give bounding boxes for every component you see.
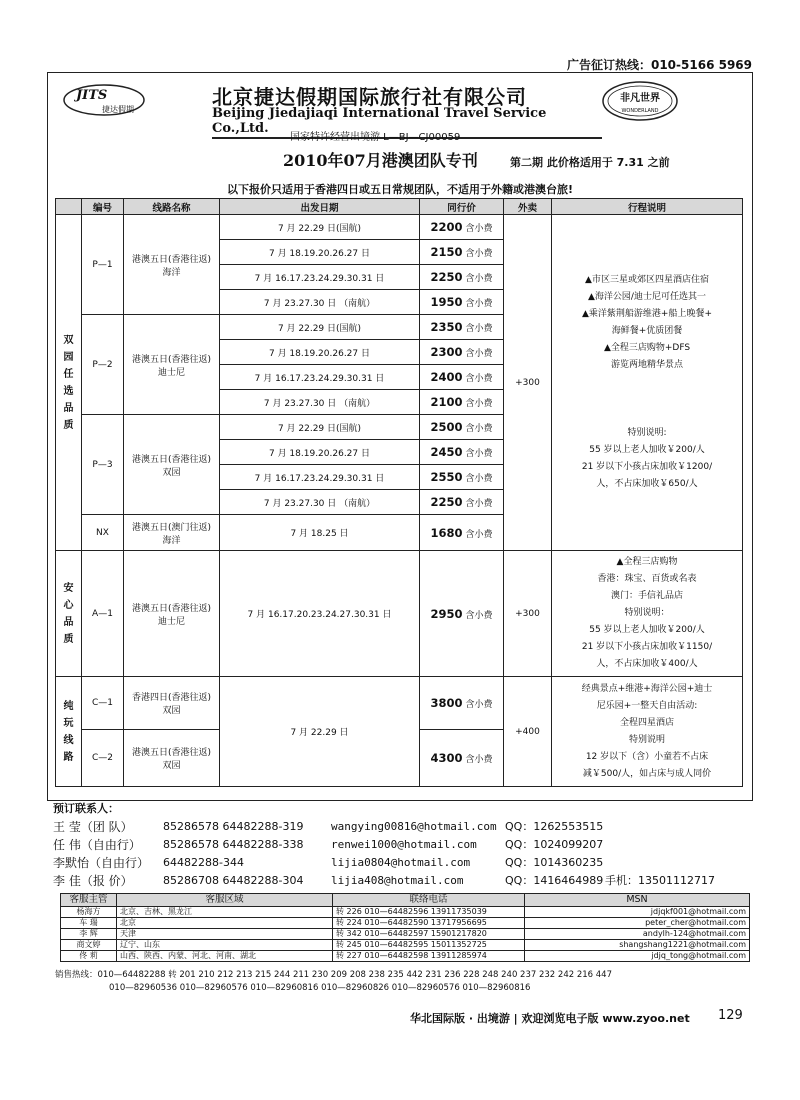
service-name: 商文婷 bbox=[61, 940, 117, 951]
contact-qq: QQ：1416464989 bbox=[505, 874, 604, 887]
route-code: A—1 bbox=[82, 551, 124, 677]
route-code: P—3 bbox=[82, 415, 124, 515]
header-price: 同行价 bbox=[420, 199, 504, 215]
itinerary-line: 香港：珠宝、百货或名表 bbox=[597, 574, 697, 584]
sales-line-1: 销售热线：010—64482288 转 201 210 212 213 215 244 211 230 209 208 238 235 442 231 236 228 248 240 237 232 242 216 447 bbox=[55, 970, 612, 980]
route-name: 港澳五日(香港往返) 迪士尼 bbox=[124, 551, 220, 677]
departure-date: 7 月 16.17.23.24.29.30.31 日 bbox=[220, 265, 420, 290]
contact-email[interactable]: wangying00816@hotmail.com bbox=[331, 820, 497, 833]
service-msn: andylh-124@hotmail.com bbox=[525, 929, 750, 940]
itinerary-line: 21 岁以下小孩占床加收￥1150/ bbox=[581, 642, 713, 652]
price-cell: 1950 含小费 bbox=[420, 290, 504, 315]
contact-tel: 85286578 64482288-319 bbox=[163, 820, 304, 833]
itinerary-line: 12 岁以下（含）小童若不占床 bbox=[585, 751, 709, 762]
contact-qq: QQ：1024099207 bbox=[505, 838, 604, 851]
departure-date: 7 月 18.19.20.26.27 日 bbox=[220, 340, 420, 365]
itinerary-line: 人，不占床加收￥650/人 bbox=[596, 479, 698, 489]
service-row bbox=[61, 940, 750, 951]
ad-hotline: 广告征订热线：010-5166 5969 bbox=[566, 58, 752, 72]
service-phone: 转 245 010—64482595 15011352725 bbox=[333, 940, 525, 951]
table-row bbox=[56, 551, 743, 677]
price-cell: 2350 含小费 bbox=[420, 315, 504, 340]
itinerary-line: 特别说明 bbox=[628, 734, 665, 745]
itinerary-line: 人，不占床加收￥400/人 bbox=[596, 659, 698, 669]
itinerary-line: 经典景点+维港+海洋公园+迪士 bbox=[581, 683, 713, 694]
route-name: 港澳五日(香港往返) 双园 bbox=[124, 730, 220, 787]
contact-row bbox=[53, 836, 753, 854]
header-itinerary: 行程说明 bbox=[552, 199, 743, 215]
contact-email[interactable]: renwei1000@hotmail.com bbox=[331, 838, 477, 851]
departure-date: 7 月 18.25 日 bbox=[220, 515, 420, 551]
route-code: NX bbox=[82, 515, 124, 551]
price-cell: 2500 含小费 bbox=[420, 415, 504, 440]
svg-text:WONDERLAND: WONDERLAND bbox=[621, 108, 659, 114]
service-row bbox=[61, 951, 750, 962]
itinerary-line: 全程四星酒店 bbox=[619, 717, 674, 728]
contact-mobile: 手机：13501112717 bbox=[605, 874, 715, 887]
route-code: P—2 bbox=[82, 315, 124, 415]
itinerary-line: 游览两地精华景点 bbox=[610, 360, 683, 370]
header-extra: 外卖 bbox=[504, 199, 552, 215]
service-area: 北京、吉林、黑龙江 bbox=[117, 907, 333, 918]
itinerary-line: ▲乘洋紫荆船游维港+船上晚餐+ bbox=[581, 309, 712, 319]
service-msn: jdjq_tong@hotmail.com bbox=[525, 951, 750, 962]
category-label: 纯玩线路 bbox=[56, 677, 82, 787]
itinerary-line: ▲全程三店购物+DFS bbox=[603, 343, 691, 353]
itinerary-line: 特别说明: bbox=[627, 428, 667, 438]
price-cell: 2150 含小费 bbox=[420, 240, 504, 265]
price-notice: 以下报价只适用于香港四日或五日常规团队，不适用于外籍或港澳台旅! bbox=[226, 183, 573, 196]
contact-tel: 64482288-344 bbox=[163, 856, 244, 869]
contact-name: 李默怡（自由行） bbox=[53, 856, 150, 870]
departure-date: 7 月 16.17.23.24.29.30.31 日 bbox=[220, 365, 420, 390]
header-route: 线路名称 bbox=[124, 199, 220, 215]
service-phone: 转 342 010—64482597 15901217820 bbox=[333, 929, 525, 940]
svg-text:捷达假期: 捷达假期 bbox=[102, 105, 134, 114]
route-name: 港澳五日(香港往返) 迪士尼 bbox=[124, 315, 220, 415]
itinerary-line: ▲市区三星或郊区四星酒店住宿 bbox=[585, 275, 709, 285]
service-row bbox=[61, 929, 750, 940]
service-area: 天津 bbox=[117, 929, 333, 940]
wonderland-logo bbox=[600, 79, 680, 123]
service-area: 辽宁、山东 bbox=[117, 940, 333, 951]
route-name: 香港四日(香港往返) 双园 bbox=[124, 677, 220, 730]
table-row bbox=[56, 677, 743, 730]
itinerary-line bbox=[554, 408, 740, 425]
price-cell: 2450 含小费 bbox=[420, 440, 504, 465]
price-cell: 2250 含小费 bbox=[420, 490, 504, 515]
company-name-en: Beijing Jiedajiaqi International Travel Service Co.,Ltd. bbox=[212, 106, 602, 139]
service-phone: 转 226 010—64482596 13911735039 bbox=[333, 907, 525, 918]
itinerary-line: 21 岁以下小孩占床加收￥1200/ bbox=[581, 462, 713, 472]
service-row bbox=[61, 918, 750, 929]
price-cell: 2200 含小费 bbox=[420, 215, 504, 240]
contact-email[interactable]: lijia408@hotmail.com bbox=[331, 874, 464, 887]
itinerary-notes bbox=[552, 215, 743, 551]
departure-date: 7 月 22.29 日 bbox=[220, 677, 420, 787]
price-cell: 4300 含小费 bbox=[420, 730, 504, 787]
itinerary-line bbox=[554, 374, 740, 391]
itinerary-line: 减￥500/人，如占床与成人同价 bbox=[582, 768, 712, 779]
itinerary-line: ▲全程三店购物 bbox=[616, 557, 678, 567]
contact-row bbox=[53, 872, 753, 890]
issue-title: 2010年07月港澳团队专刊 bbox=[283, 151, 478, 170]
service-name: 李 辉 bbox=[61, 929, 117, 940]
route-name: 港澳五日(香港往返) 双园 bbox=[124, 415, 220, 515]
departure-date: 7 月 23.27.30 日 （南航） bbox=[220, 290, 420, 315]
departure-date: 7 月 18.19.20.26.27 日 bbox=[220, 240, 420, 265]
contact-name: 李 佳（报 价） bbox=[53, 874, 133, 888]
price-cell: 2300 含小费 bbox=[420, 340, 504, 365]
booking-contacts bbox=[53, 800, 753, 890]
sales-hotline bbox=[55, 969, 612, 995]
service-area: 山西、陕西、内蒙、河北、河南、湖北 bbox=[117, 951, 333, 962]
service-msn: peter_cher@hotmail.com bbox=[525, 918, 750, 929]
service-header-phone: 联络电话 bbox=[333, 894, 525, 907]
route-code: C—2 bbox=[82, 730, 124, 787]
license-number: 国家特许经营出境游 L—BJ—CJ00059 bbox=[290, 132, 461, 143]
service-name: 杨海方 bbox=[61, 907, 117, 918]
contact-tel: 85286578 64482288-338 bbox=[163, 838, 304, 851]
svg-text:非凡世界: 非凡世界 bbox=[620, 93, 660, 104]
contact-qq: QQ：1262553515 bbox=[505, 820, 604, 833]
itinerary-line bbox=[554, 391, 740, 408]
itinerary-notes bbox=[552, 551, 743, 677]
price-cell: 2250 含小费 bbox=[420, 265, 504, 290]
contact-tel: 85286708 64482288-304 bbox=[163, 874, 304, 887]
contact-email[interactable]: lijia0804@hotmail.com bbox=[331, 856, 471, 869]
departure-date: 7 月 18.19.20.26.27 日 bbox=[220, 440, 420, 465]
departure-date: 7 月 16.17.23.24.29.30.31 日 bbox=[220, 465, 420, 490]
header-date: 出发日期 bbox=[220, 199, 420, 215]
service-area: 北京 bbox=[117, 918, 333, 929]
itinerary-line: 55 岁以上老人加收￥200/人 bbox=[589, 625, 705, 635]
departure-date: 7 月 22.29 日(国航) bbox=[220, 415, 420, 440]
issue-subtitle: 第二期 此价格适用于 7.31 之前 bbox=[510, 156, 670, 169]
extra-charge: +400 bbox=[504, 677, 552, 787]
service-header-msn: MSN bbox=[525, 894, 750, 907]
contacts-title: 预订联系人： bbox=[53, 802, 119, 815]
price-table bbox=[55, 198, 743, 787]
service-msn: jdjqkf001@hotmail.com bbox=[525, 907, 750, 918]
route-name: 港澳五日(香港往返) 海洋 bbox=[124, 215, 220, 315]
jits-logo bbox=[62, 82, 212, 118]
itinerary-line: 澳门：手信礼品店 bbox=[610, 591, 683, 601]
contact-row bbox=[53, 854, 753, 872]
itinerary-line: 海鲜餐+优质团餐 bbox=[611, 326, 683, 336]
contact-name: 任 伟（自由行） bbox=[53, 838, 141, 852]
departure-date: 7 月 16.17.20.23.24.27.30.31 日 bbox=[220, 551, 420, 677]
itinerary-line: 特别说明： bbox=[624, 608, 670, 618]
service-table bbox=[60, 893, 750, 962]
extra-charge: +300 bbox=[504, 551, 552, 677]
header-code: 编号 bbox=[82, 199, 124, 215]
extra-charge: +300 bbox=[504, 215, 552, 551]
price-cell: 2950 含小费 bbox=[420, 551, 504, 677]
contact-name: 王 莹（团 队） bbox=[53, 820, 133, 834]
service-header-row bbox=[61, 894, 750, 907]
service-header-manager: 客服主管 bbox=[61, 894, 117, 907]
route-name: 港澳五日(澳门往返) 海洋 bbox=[124, 515, 220, 551]
table-header-row bbox=[56, 199, 743, 215]
itinerary-line: 尼乐园+一整天自由活动: bbox=[596, 700, 698, 711]
itinerary-line: ▲海洋公园/迪士尼可任选其一 bbox=[588, 292, 706, 302]
contact-qq: QQ：1014360235 bbox=[505, 856, 604, 869]
header-blank bbox=[56, 199, 82, 215]
service-header-area: 客服区域 bbox=[117, 894, 333, 907]
service-phone: 转 224 010—64482590 13717956695 bbox=[333, 918, 525, 929]
category-label: 安心品质 bbox=[56, 551, 82, 677]
price-cell: 3800 含小费 bbox=[420, 677, 504, 730]
page-number: 129 bbox=[718, 1008, 743, 1023]
contact-row bbox=[53, 818, 753, 836]
service-name: 佟 莉 bbox=[61, 951, 117, 962]
departure-date: 7 月 22.29 日(国航) bbox=[220, 315, 420, 340]
service-row bbox=[61, 907, 750, 918]
footer-text: 华北国际版 · 出境游 | 欢迎浏览电子版 www.zyoo.net bbox=[410, 1012, 690, 1025]
itinerary-line: 55 岁以上老人加收￥200/人 bbox=[589, 445, 705, 455]
category-label: 双园任选品质 bbox=[56, 215, 82, 551]
price-cell: 2550 含小费 bbox=[420, 465, 504, 490]
price-cell: 2100 含小费 bbox=[420, 390, 504, 415]
departure-date: 7 月 22.29 日(国航) bbox=[220, 215, 420, 240]
price-cell: 2400 含小费 bbox=[420, 365, 504, 390]
table-row bbox=[56, 215, 743, 240]
svg-text:JITS: JITS bbox=[76, 88, 108, 103]
price-cell: 1680 含小费 bbox=[420, 515, 504, 551]
departure-date: 7 月 23.27.30 日 （南航） bbox=[220, 490, 420, 515]
sales-line-2: 010—82960536 010—82960576 010—82960816 010—82960826 010—82960576 010—82960816 bbox=[109, 983, 531, 993]
route-code: P—1 bbox=[82, 215, 124, 315]
itinerary-notes bbox=[552, 677, 743, 787]
route-code: C—1 bbox=[82, 677, 124, 730]
company-name-cn: 北京捷达假期国际旅行社有限公司 bbox=[212, 85, 527, 109]
departure-date: 7 月 23.27.30 日 （南航） bbox=[220, 390, 420, 415]
service-phone: 转 227 010—64482598 13911285974 bbox=[333, 951, 525, 962]
service-msn: shangshang1221@hotmail.com bbox=[525, 940, 750, 951]
service-name: 车 瑞 bbox=[61, 918, 117, 929]
